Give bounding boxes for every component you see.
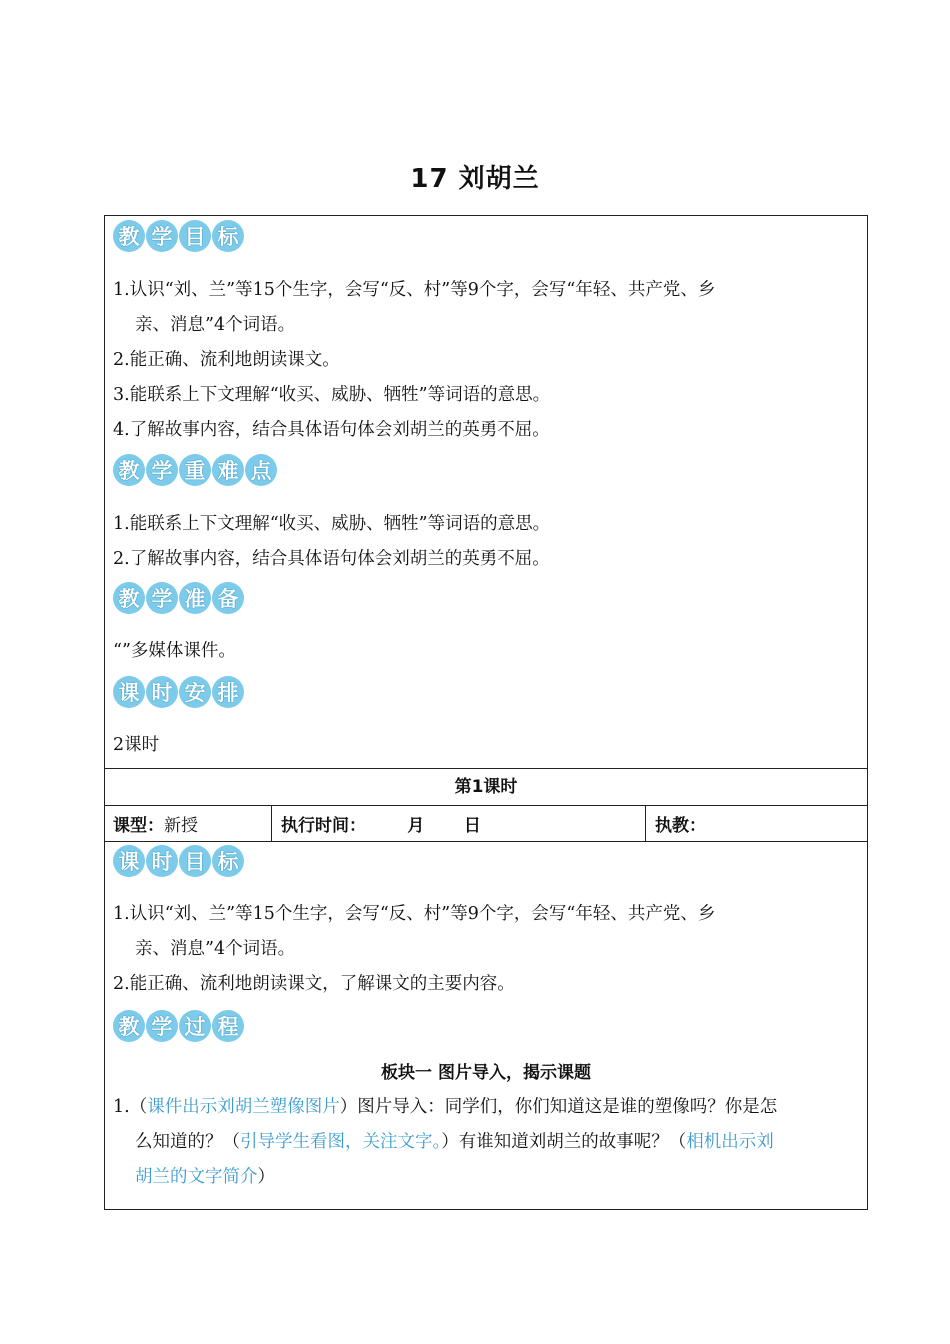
header-char: 准	[179, 582, 211, 614]
divider	[105, 841, 867, 842]
process-line	[113, 1090, 859, 1125]
schedule-section	[113, 674, 859, 763]
header-char: 教	[113, 1010, 145, 1042]
divider	[105, 805, 867, 806]
divider	[105, 768, 867, 769]
header-char: 重	[179, 454, 211, 486]
process-line	[113, 1160, 859, 1195]
execution-time-label: 执行时间：	[281, 816, 366, 836]
process-text: 1.（	[113, 1097, 148, 1117]
header-char: 目	[179, 220, 211, 252]
process-instruction: 引导学生看图，关注文字。	[240, 1132, 442, 1152]
goal-line: 2.能正确、流利地朗读课文。	[113, 350, 340, 370]
teaching-goals-section	[113, 218, 859, 448]
lesson-type-value: 新授	[164, 816, 198, 836]
header-char: 备	[212, 582, 244, 614]
goal-line: 3.能联系上下文理解“收买、威胁、牺牲”等词语的意思。	[113, 385, 551, 405]
key-points-header	[113, 452, 859, 488]
lesson-goal-line: 1.认识“刘、兰”等15个生字，会写“反、村”等9个字，会写“年轻、共产党、乡	[113, 904, 716, 924]
teaching-goals-header	[113, 218, 859, 254]
document-title: 17 刘胡兰	[410, 164, 540, 194]
lesson-type-cell	[113, 809, 198, 843]
header-char: 学	[146, 220, 178, 252]
header-char: 标	[212, 220, 244, 252]
process-text: ）	[257, 1167, 275, 1187]
day-label: 日	[463, 816, 481, 836]
process-instruction: 相机出示刘	[686, 1132, 774, 1152]
process-text: ）图片导入：同学们，你们知道这是谁的塑像吗？你是怎	[339, 1097, 778, 1117]
preparation-header	[113, 580, 859, 616]
goal-line: 亲、消息”4个词语。	[135, 315, 296, 335]
header-char: 课	[113, 676, 145, 708]
header-char: 点	[245, 454, 277, 486]
lesson-goals-header	[113, 843, 859, 879]
teaching-process-section	[113, 1008, 859, 1195]
key-point-line: 1.能联系上下文理解“收买、威胁、牺牲”等词语的意思。	[113, 514, 551, 534]
process-line	[113, 1125, 859, 1160]
schedule-text: 2课时	[113, 735, 160, 755]
lesson-goal-line: 2.能正确、流利地朗读课文，了解课文的主要内容。	[113, 974, 515, 994]
process-instruction: 胡兰的文字简介	[135, 1167, 258, 1187]
header-char: 课	[113, 845, 145, 877]
header-char: 教	[113, 454, 145, 486]
schedule-header	[113, 674, 859, 710]
preparation-text: “”多媒体课件。	[113, 641, 236, 661]
header-char: 程	[212, 1010, 244, 1042]
header-char: 标	[212, 845, 244, 877]
header-char: 学	[146, 582, 178, 614]
goal-line: 4.了解故事内容，结合具体语句体会刘胡兰的英勇不屈。	[113, 420, 550, 440]
header-char: 排	[212, 676, 244, 708]
divider	[645, 805, 646, 841]
teacher-label: 执教：	[655, 816, 706, 836]
key-point-line: 2.了解故事内容，结合具体语句体会刘胡兰的英勇不屈。	[113, 549, 550, 569]
process-text: 么知道的？（	[135, 1132, 240, 1152]
process-instruction: 课件出示刘胡兰塑像图片	[147, 1097, 340, 1117]
header-char: 目	[179, 845, 211, 877]
execution-time-cell	[281, 809, 481, 843]
lesson-type-label: 课型：	[113, 816, 164, 836]
header-char: 教	[113, 582, 145, 614]
header-char: 教	[113, 220, 145, 252]
divider	[271, 805, 272, 841]
month-label: 月	[407, 816, 425, 836]
preparation-section	[113, 580, 859, 669]
process-section-title: 板块一 图片导入，揭示课题	[381, 1063, 591, 1083]
lesson-heading: 第1课时	[454, 777, 518, 797]
teacher-cell	[655, 809, 706, 843]
header-char: 时	[146, 845, 178, 877]
header-char: 学	[146, 454, 178, 486]
teaching-process-header	[113, 1008, 859, 1044]
goal-line: 1.认识“刘、兰”等15个生字，会写“反、村”等9个字，会写“年轻、共产党、乡	[113, 280, 716, 300]
header-char: 安	[179, 676, 211, 708]
header-char: 时	[146, 676, 178, 708]
header-char: 学	[146, 1010, 178, 1042]
header-char: 过	[179, 1010, 211, 1042]
lesson-plan-table	[104, 215, 868, 1210]
process-text: ）有谁知道刘胡兰的故事呢？（	[441, 1132, 687, 1152]
key-points-section	[113, 452, 859, 577]
header-char: 难	[212, 454, 244, 486]
lesson-goals-section	[113, 843, 859, 1002]
lesson-goal-line: 亲、消息”4个词语。	[135, 939, 296, 959]
